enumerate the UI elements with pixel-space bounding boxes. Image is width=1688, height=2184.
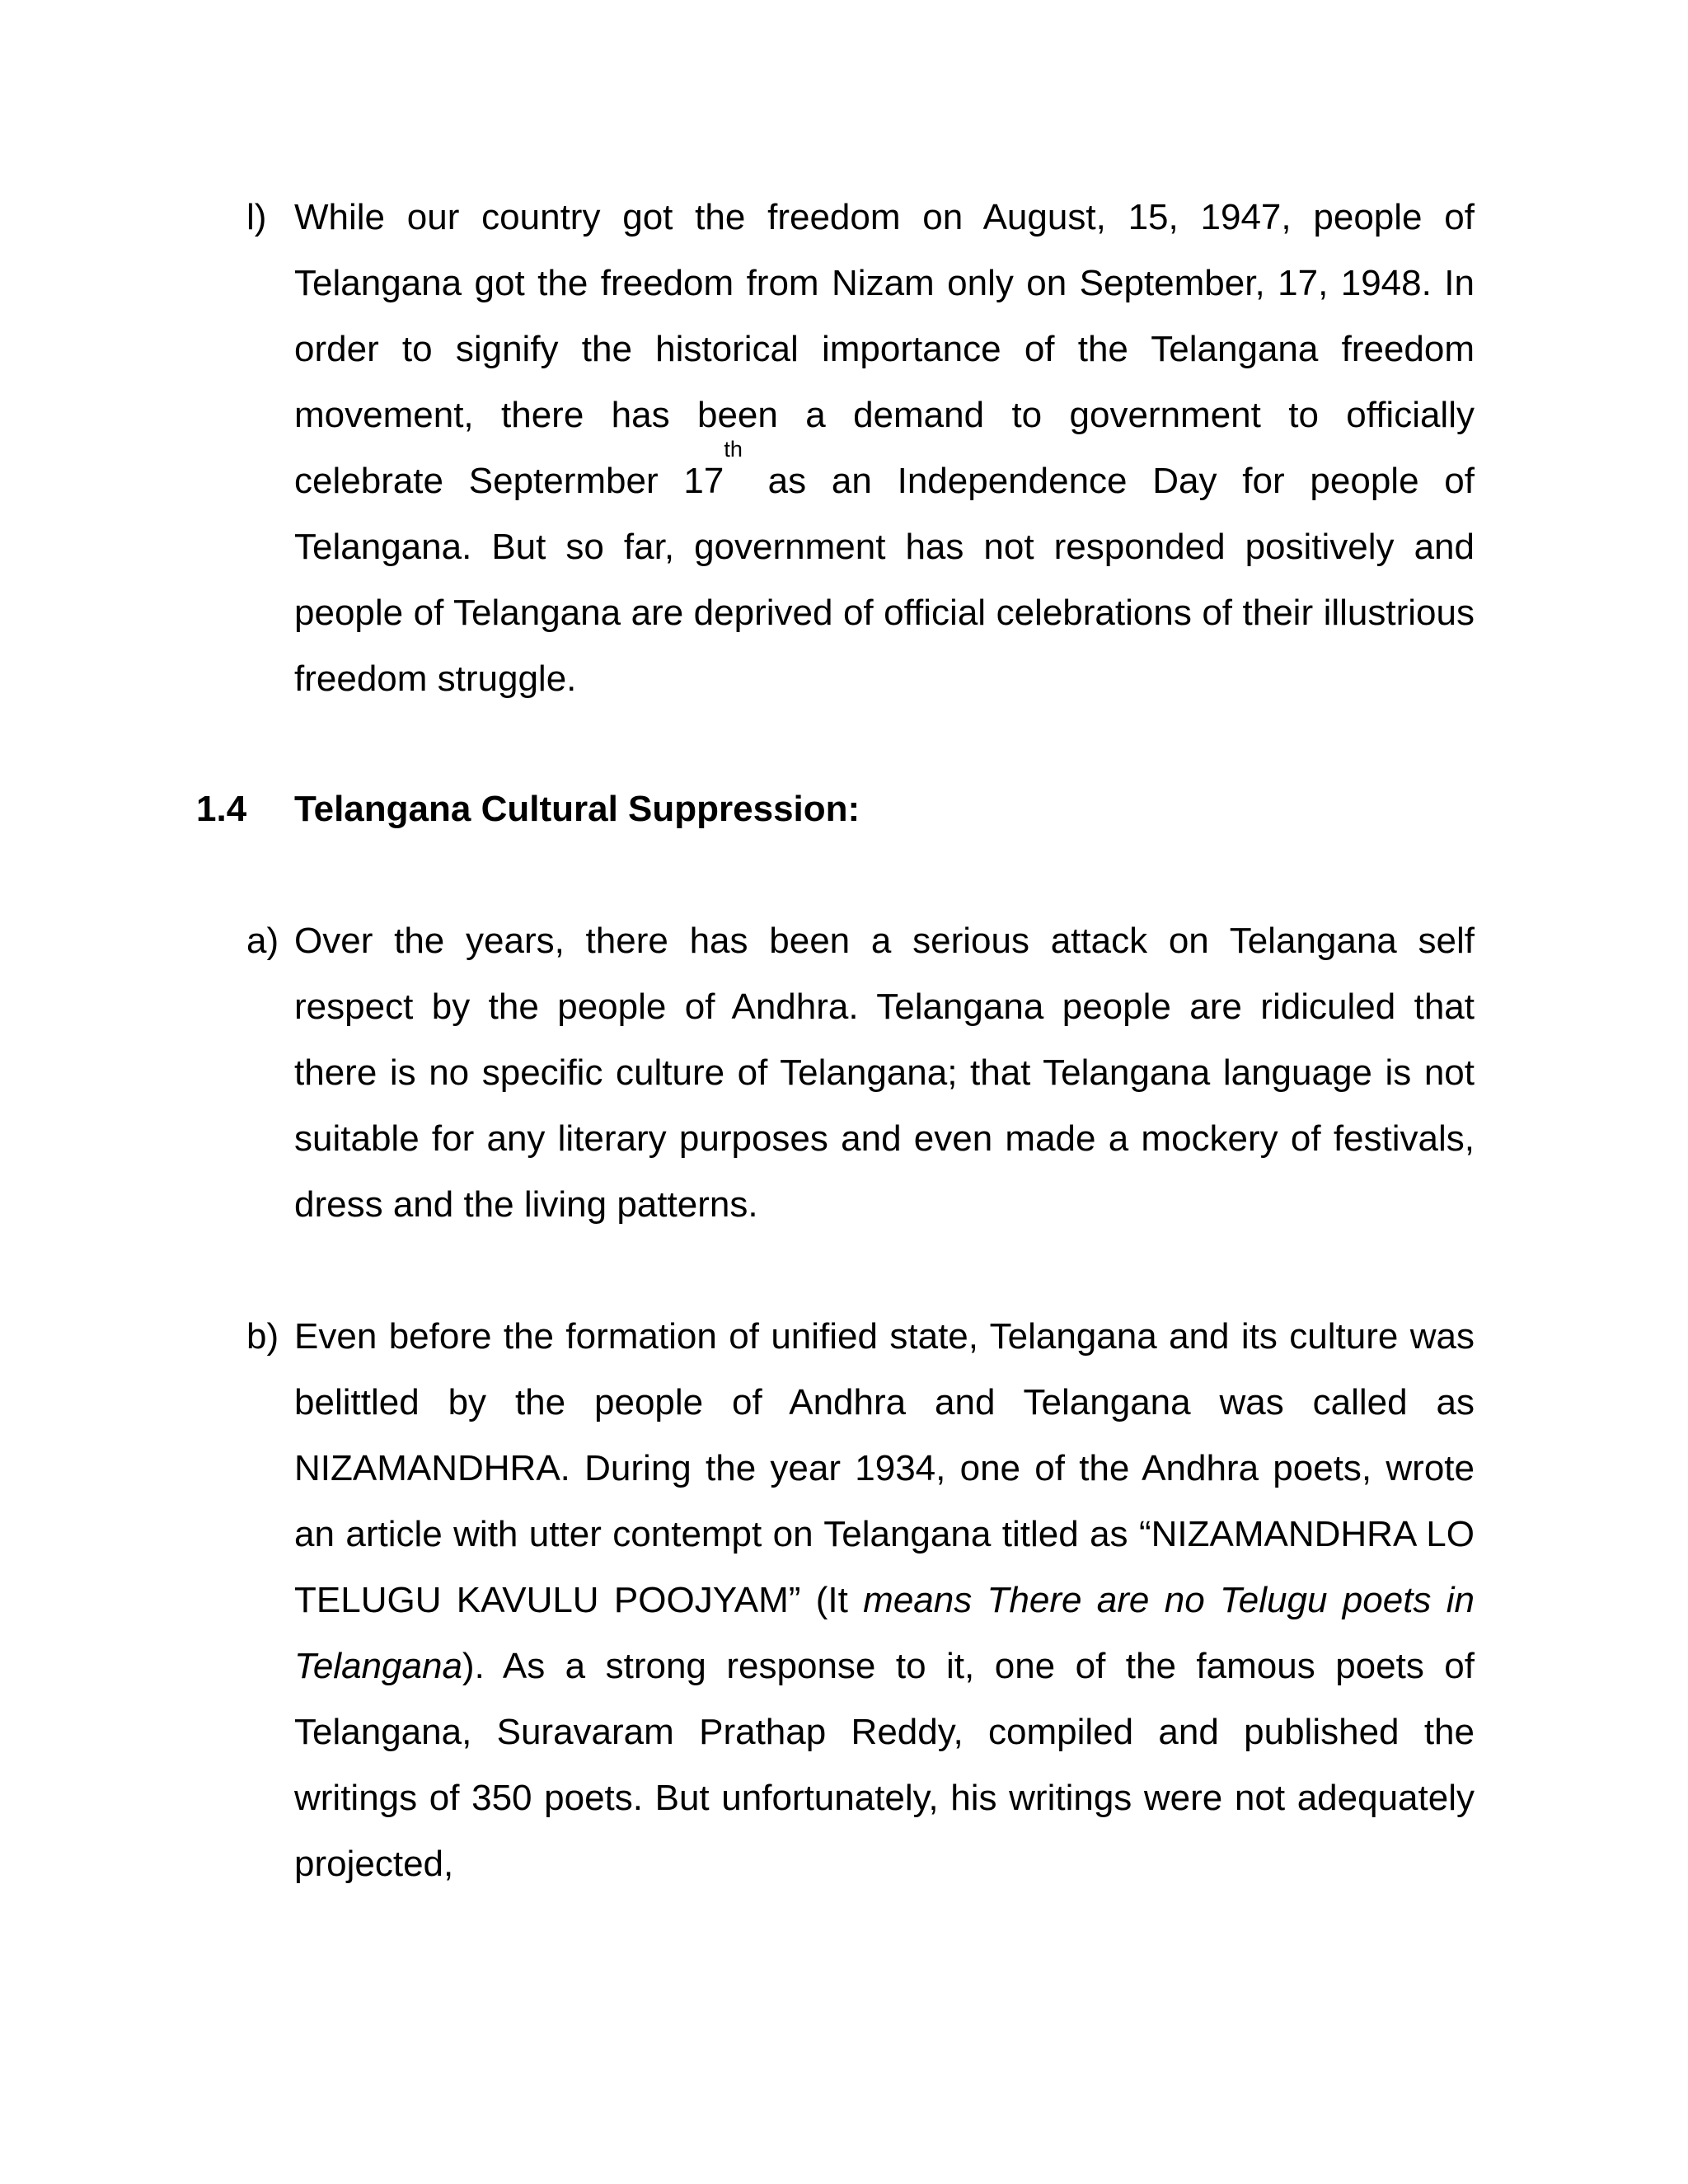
- section-title: Telangana Cultural Suppression:: [294, 789, 860, 829]
- paragraph-body: [294, 908, 1475, 1238]
- paragraph-body: [294, 1304, 1475, 1897]
- text-segment: Even before the formation of unified state, Telangana and its culture was belittled by the people of Andhra and Telangana was called as NIZAMANDHRA. During the year 1934, one of the Andhra poets, wrote an article with utter contempt on Telangana titled as “NIZAMANDHRA LO TELUGU KAVULU POOJYAM” (It: [294, 1316, 1475, 1620]
- list-item-a: [246, 908, 1475, 1238]
- list-marker: l): [246, 197, 267, 237]
- section-number: 1.4: [196, 789, 247, 829]
- paragraph-body: [294, 185, 1475, 712]
- paragraph-text: Over the years, there has been a serious attack on Telangana self respect by the people of Andhra. Telangana people are ridiculed that there is no specific culture of Telangana; that Telangana language is not suitable for any literary purposes and even made a mockery of festivals, dress and the living patterns.: [294, 921, 1475, 1225]
- list-item-b: [246, 1304, 1475, 1897]
- ordinal-superscript: th: [724, 437, 743, 462]
- list-marker: a): [246, 921, 279, 961]
- text-segment: While our country got the freedom on August, 15, 1947, people of Telangana got the freedom from Nizam only on September, 17, 1948. In order to signify the historical importance of the Telangana freedom movement, there has been a demand to government to officially celebrate Septermber 17: [294, 197, 1475, 501]
- text-segment: as an Independence Day for people of Telangana. But so far, government has not responded positively and people of Telangana are deprived of official celebrations of their illustrious freedom struggle.: [294, 461, 1475, 699]
- section-heading: [196, 776, 860, 842]
- italic-segment: means There are no Telugu poets in Telangana: [294, 1580, 1475, 1686]
- paragraph-text: [294, 1304, 1475, 1897]
- list-item-l: [246, 185, 1475, 712]
- paragraph-text: [294, 185, 1475, 712]
- list-marker: b): [246, 1316, 279, 1357]
- text-segment: ). As a strong response to it, one of the famous poets of Telangana, Suravaram Prathap Reddy, compiled and published the writings of 350 poets. But unfortunately, his writings were not adequately projected,: [294, 1646, 1475, 1884]
